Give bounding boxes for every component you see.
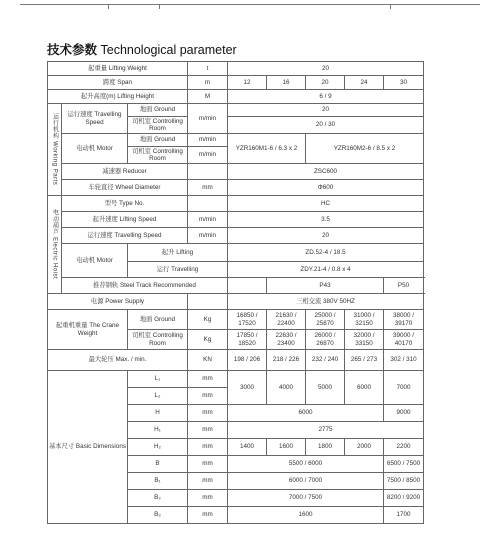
row-hoist-lifting-speed (48, 212, 424, 228)
value: 7500 / 8500 (384, 473, 424, 490)
value: 1600 (267, 439, 306, 456)
unit: m (188, 76, 228, 90)
value: 26000 / 26870 (306, 330, 345, 350)
dim-symbol: B₂ (128, 490, 188, 507)
rule-tick (108, 5, 109, 9)
title-cn: 技术参数 (47, 43, 98, 57)
unit: m/min (188, 104, 228, 134)
value: ZDY.21-4 / 0.8 x 4 (228, 262, 424, 278)
unit: mm (188, 405, 228, 422)
label: 运行速度 Travelling Speed (62, 228, 188, 244)
value: HC (228, 196, 424, 212)
value: 9000 (384, 405, 424, 422)
row-lifting-weight (48, 62, 424, 76)
value: 21630 / 22400 (267, 310, 306, 330)
unit: mm (188, 473, 228, 490)
value: 2000 (345, 439, 384, 456)
unit: mm (188, 456, 228, 473)
value: 302 / 310 (384, 350, 424, 371)
title-en: Technological parameter (100, 43, 237, 57)
unit: m/min (188, 228, 228, 244)
label: 减速器 Reducer (62, 164, 188, 180)
sub-label: 起升 Lifting (128, 244, 228, 262)
value: 7000 (384, 371, 424, 405)
value: 1800 (306, 439, 345, 456)
unit: m/min (188, 147, 228, 164)
unit: mm (188, 507, 228, 524)
value: 6000 (345, 371, 384, 405)
value: 218 / 226 (267, 350, 306, 371)
row-wheel-diameter (48, 180, 424, 196)
row-hoist-motor-lifting (48, 244, 424, 262)
row-steel-track (48, 278, 424, 294)
row-travel-motor-ground (48, 134, 424, 147)
value: 25000 / 25870 (306, 310, 345, 330)
row-type-no (48, 196, 424, 212)
row-span (48, 76, 424, 90)
value: 232 / 240 (306, 350, 345, 371)
label: 车轮直径 Wheel Diameter (62, 180, 188, 196)
rule-tick (390, 5, 391, 9)
label: 起升速度 Lifting Speed (62, 212, 188, 228)
value: 7000 / 7500 (228, 490, 384, 507)
unit: mm (188, 371, 228, 388)
label: 电源 Power Supply (48, 294, 188, 310)
value: 198 / 206 (228, 350, 267, 371)
value: 20 (228, 228, 424, 244)
label: 推荐钢轨 Steel Track Recommended (62, 278, 228, 294)
label: 电动机 Motor (62, 134, 128, 164)
dim-symbol: H₁ (128, 422, 188, 439)
unit: mm (188, 490, 228, 507)
row-reducer (48, 164, 424, 180)
page-top-rule (20, 4, 480, 5)
value: P43 (267, 278, 384, 294)
value: 24 (345, 76, 384, 90)
value: YZR160M1-6 / 6.3 x 2 (228, 134, 306, 164)
value: 6500 / 7500 (384, 456, 424, 473)
group-electric-hoist: 电动葫芦 Electric Hoist (48, 196, 62, 294)
sub-label: 地面 Ground (128, 310, 188, 330)
unit: M (188, 90, 228, 104)
value: Φ600 (228, 180, 424, 196)
dim-symbol: H₂ (128, 439, 188, 456)
row-max-wheel-pressure (48, 350, 424, 371)
unit: m/min (188, 212, 228, 228)
dim-symbol: H (128, 405, 188, 422)
value: 31000 / 32150 (345, 310, 384, 330)
value: 16 (267, 76, 306, 90)
value: 6000 / 7000 (228, 473, 384, 490)
rule-tick (159, 5, 160, 9)
value: 20 (306, 76, 345, 90)
value: YZR160M2-6 / 8.5 x 2 (306, 134, 424, 164)
label: 起升高度(m) Lifting Height (48, 90, 188, 104)
value: 6000 (228, 405, 384, 422)
value: 3.5 (228, 212, 424, 228)
value: 20 (228, 62, 424, 76)
value: 2200 (384, 439, 424, 456)
unit: t (188, 62, 228, 76)
sub-label: 司机室 Controlling Room (128, 330, 188, 350)
unit: KN (188, 350, 228, 371)
group-working-parts: 运行机构 Working Parts (48, 104, 62, 196)
value: 20 (228, 104, 424, 117)
value: 32000 / 33150 (345, 330, 384, 350)
sub-label: 运行 Travelling (128, 262, 228, 278)
value: 3000 (228, 371, 267, 405)
value: 17850 / 18520 (228, 330, 267, 350)
unit: Kg (188, 310, 228, 330)
unit: mm (188, 439, 228, 456)
value: ZD.52-4 / 18.5 (228, 244, 424, 262)
unit: mm (188, 180, 228, 196)
parameter-table (47, 61, 424, 524)
sub-label: 地面 Ground (128, 104, 188, 117)
value: 5500 / 6000 (228, 456, 384, 473)
unit: mm (188, 388, 228, 405)
sub-label: 司机室 Controlling Room (128, 117, 188, 134)
value: 38000 / 39170 (384, 310, 424, 330)
value: 39000 / 40170 (384, 330, 424, 350)
value: 三相交流 380V 50HZ (228, 294, 424, 310)
value: 4000 (267, 371, 306, 405)
unit: Kg (188, 330, 228, 350)
value: 20 / 30 (228, 117, 424, 134)
value: 5000 (306, 371, 345, 405)
unit (188, 294, 228, 310)
value: 12 (228, 76, 267, 90)
unit: mm (188, 422, 228, 439)
unit (188, 196, 228, 212)
unit: m/min (188, 134, 228, 147)
value: 16850 / 17520 (228, 310, 267, 330)
dim-symbol: B₃ (128, 507, 188, 524)
value: 6 / 9 (228, 90, 424, 104)
value: P50 (384, 278, 424, 294)
value: 1700 (384, 507, 424, 524)
value: ZSC600 (228, 164, 424, 180)
dim-symbol: B (128, 456, 188, 473)
dim-symbol: B₁ (128, 473, 188, 490)
label: 运行速度 Travelling Speed (62, 104, 128, 134)
label: 起重量 Lifting Weight (48, 62, 188, 76)
label: 跨度 Span (48, 76, 188, 90)
row-travel-speed-ground (48, 104, 424, 117)
row-lifting-height (48, 90, 424, 104)
row-power-supply (48, 294, 424, 310)
value: 30 (384, 76, 424, 90)
unit (188, 164, 228, 180)
row-crane-weight-ground (48, 310, 424, 330)
value: 8200 / 9200 (384, 490, 424, 507)
sub-label: 司机室 Controlling Room (128, 147, 188, 164)
value: 2775 (228, 422, 424, 439)
value: 1400 (228, 439, 267, 456)
label: 型号 Type No. (62, 196, 188, 212)
label: 起重机重量 The Crane Weight (48, 310, 128, 350)
dims-label: 基本尺寸 Basic Dimensions (48, 371, 128, 524)
sub-label: 地面 Ground (128, 134, 188, 147)
dim-symbol: L₂ (128, 388, 188, 405)
page-title (47, 40, 237, 58)
label: 最大轮压 Max. / min. (48, 350, 188, 371)
dim-symbol: L₁ (128, 371, 188, 388)
value: 22630 / 23400 (267, 330, 306, 350)
row-dim-l1 (48, 371, 424, 388)
unit (228, 278, 267, 294)
value: 265 / 273 (345, 350, 384, 371)
label: 电动机 Motor (62, 244, 128, 278)
row-hoist-travelling-speed (48, 228, 424, 244)
value: 1600 (228, 507, 384, 524)
